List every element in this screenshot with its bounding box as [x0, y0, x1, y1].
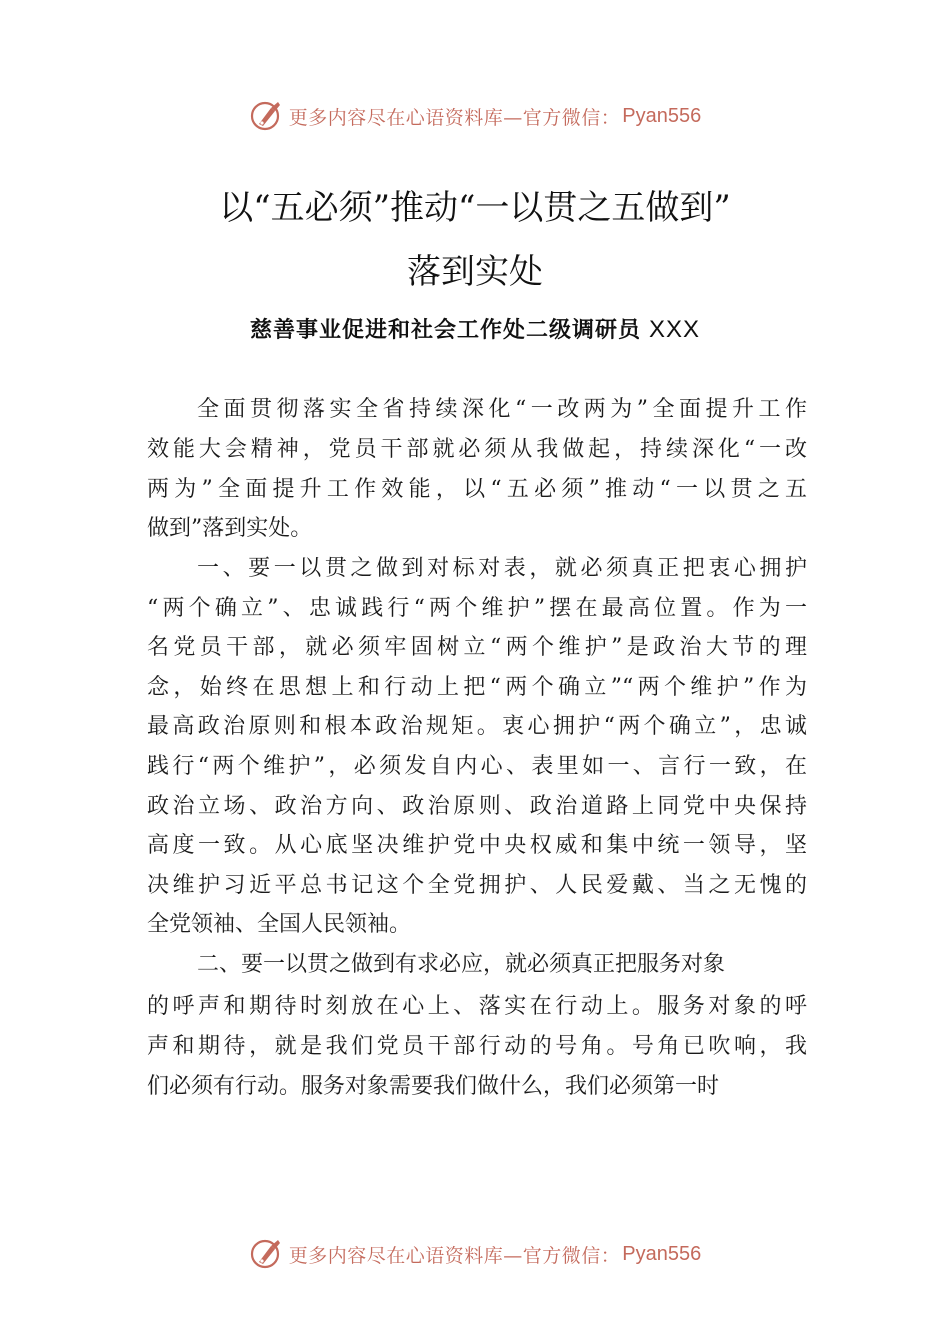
pen-nib-logo-icon — [249, 1236, 285, 1272]
pen-nib-logo-icon — [249, 98, 285, 134]
body-line: 最高政治原则和根本政治规矩。衷心拥护“两个确立”，忠诚 — [147, 714, 807, 739]
watermark-text: 更多内容尽在心语资料库—官方微信： — [288, 106, 621, 129]
body-line: 两为”全面提升工作效能，以“五必须”推动“一以贯之五 — [147, 477, 807, 502]
watermark-handle: Pyan556 — [622, 1242, 702, 1265]
body-line: “两个确立”、忠诚践行“两个维护”摆在最高位置。作为一 — [147, 596, 807, 621]
document-title-line-1: 以“五必须”推动“一以贯之五做到” — [219, 188, 731, 228]
watermark-handle: Pyan556 — [622, 104, 702, 127]
body-line: 全党领袖、全国人民领袖。 — [147, 912, 412, 937]
body-line: 践行“两个维护”，必须发自内心、表里如一、言行一致，在 — [147, 754, 807, 779]
body-line: 决维护习近平总书记这个全党拥护、人民爱戴、当之无愧的 — [147, 873, 807, 898]
watermark-banner-top — [0, 96, 950, 136]
body-line: 政治立场、政治方向、政治原则、政治道路上同党中央保持 — [147, 794, 807, 819]
body-line: 声和期待，就是我们党员干部行动的号角。号角已吹响，我 — [147, 1034, 807, 1059]
document-title-line-2: 落到实处 — [407, 252, 543, 292]
author-name: XXX — [648, 316, 701, 343]
author-position: 慈善事业促进和社会工作处二级调研员 — [249, 317, 641, 343]
author-byline — [0, 312, 950, 348]
body-line: 名党员干部，就必须牢固树立“两个维护”是政治大节的理 — [147, 635, 807, 660]
watermark-text: 更多内容尽在心语资料库—官方微信： — [288, 1244, 621, 1267]
body-line: 效能大会精神，党员干部就必须从我做起，持续深化“一改 — [147, 437, 807, 462]
watermark-banner-bottom — [0, 1234, 950, 1274]
body-line: 全面贯彻落实全省持续深化“一改两为”全面提升工作 — [197, 397, 807, 422]
body-line: 二、要一以贯之做到有求必应，就必须真正把服务对象 — [197, 952, 726, 977]
body-line: 的呼声和期待时刻放在心上、落实在行动上。服务对象的呼 — [147, 994, 807, 1019]
body-line: 做到”落到实处。 — [147, 516, 313, 541]
body-line: 高度一致。从心底坚决维护党中央权威和集中统一领导，坚 — [147, 833, 807, 858]
body-line: 一、要一以贯之做到对标对表，就必须真正把衷心拥护 — [197, 556, 807, 581]
body-line: 们必须有行动。服务对象需要我们做什么，我们必须第一时 — [147, 1074, 720, 1099]
body-line: 念，始终在思想上和行动上把“两个确立”“两个维护”作为 — [147, 675, 807, 700]
